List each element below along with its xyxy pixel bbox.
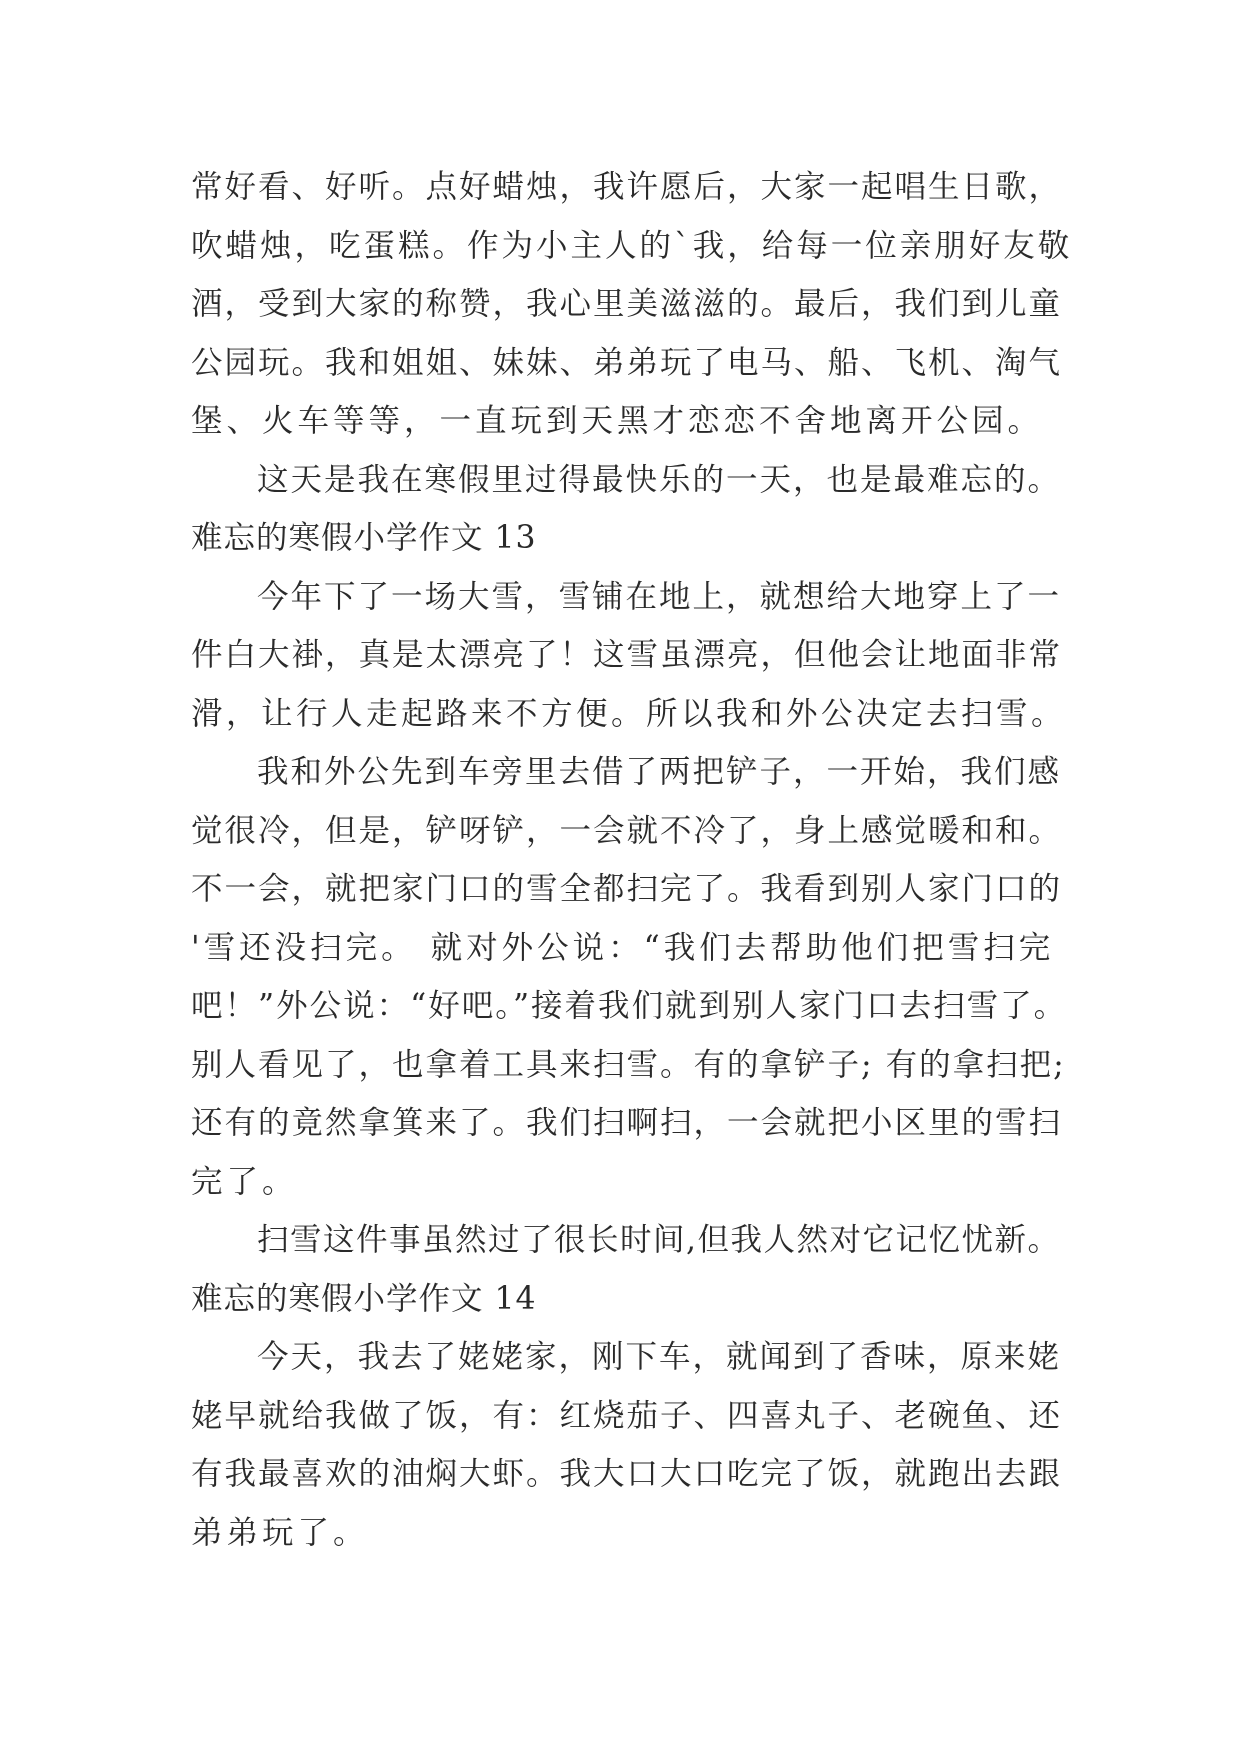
- text-line: 完了。: [191, 1163, 298, 1200]
- text-line: 姥早就给我做了饭，有：红烧茄子、四喜丸子、老碗鱼、还: [191, 1397, 1063, 1434]
- text-line: 滑，让行人走起路来不方便。所以我和外公决定去扫雪。: [191, 695, 1067, 732]
- text-line: 觉很冷，但是，铲呀铲，一会就不冷了，身上感觉暖和和。: [191, 812, 1063, 849]
- text-line: 吹蜡烛，吃蛋糕。作为小主人的`我，给每一位亲朋好友敬: [191, 227, 1073, 264]
- text-line: 还有的竟然拿箕来了。我们扫啊扫，一会就把小区里的雪扫: [191, 1105, 1063, 1141]
- section-heading: 难忘的寒假小学作文 13: [191, 520, 537, 556]
- text-line: 吧！”外公说：“好吧。”接着我们就到别人家门口去扫雪了。: [191, 988, 1068, 1024]
- text-line: 别人看见了，也拿着工具来扫雪。有的拿铲子; 有的拿扫把;: [191, 1046, 1066, 1083]
- text-line: 不一会，就把家门口的雪全都扫完了。我看到别人家门口的: [191, 871, 1063, 907]
- text-line: 今天，我去了姥姥家，刚下车，就闻到了香味，原来姥: [257, 1339, 1062, 1375]
- text-line: 堡、火车等等，一直玩到天黑才恋恋不舍地离开公园。: [191, 403, 1044, 439]
- section-heading: 难忘的寒假小学作文 14: [191, 1280, 537, 1317]
- text-line: 公园玩。我和姐姐、妹妹、弟弟玩了电马、船、飞机、淘气: [191, 344, 1063, 381]
- document-body: [191, 158, 1071, 1562]
- text-line: 有我最喜欢的油焖大虾。我大口大口吃完了饭，就跑出去跟: [191, 1456, 1063, 1492]
- text-line: 件白大褂，真是太漂亮了！这雪虽漂亮，但他会让地面非常: [191, 637, 1063, 673]
- text-line: 酒，受到大家的称赞，我心里美滋滋的。最后，我们到儿童: [191, 286, 1063, 322]
- text-line: '雪还没扫完。 就对外公说：“我们去帮助他们把雪扫完: [191, 929, 1055, 966]
- text-line: 扫雪这件事虽然过了很长时间,但我人然对它记忆忧新。: [257, 1222, 1061, 1258]
- text-line: 弟弟玩了。: [191, 1514, 369, 1551]
- text-line: 这天是我在寒假里过得最快乐的一天，也是最难忘的。: [257, 461, 1062, 498]
- text-line: 今年下了一场大雪，雪铺在地上，就想给大地穿上了一: [257, 578, 1062, 615]
- text-line: 常好看、好听。点好蜡烛，我许愿后，大家一起唱生日歌，: [191, 169, 1063, 205]
- text-line: 我和外公先到车旁里去借了两把铲子，一开始，我们感: [257, 754, 1062, 790]
